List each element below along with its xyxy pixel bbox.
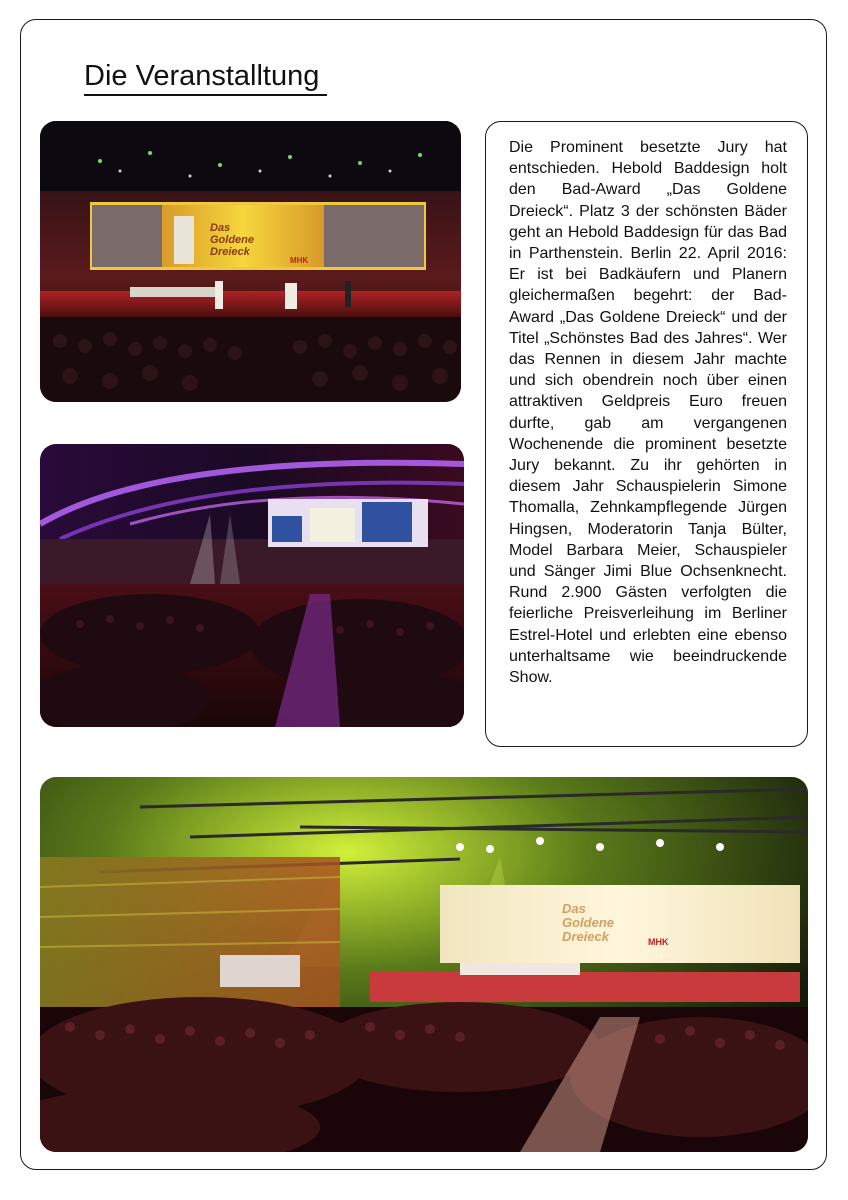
svg-text:Dreieck: Dreieck (210, 246, 250, 258)
svg-text:MHK: MHK (648, 937, 669, 947)
page-title: Die Veranstalltung (84, 58, 327, 96)
article-box (485, 121, 808, 747)
sponsor-logo-text: MHK (290, 256, 309, 265)
article-text: Die Prominent besetzte Jury hat entschieden. Hebold Baddesign holt den Bad-Award „Das Goldene Dreieck“. Platz 3 der schönsten Bäder geht an Hebold Baddesign für das Bad in Parthenstein. Berlin 22. April 2016: Er ist bei Badkäufern und Planern gleichermaßen begehrt: der Bad-Award „Das Goldene Dreieck“ und der Titel „Schönstes Bad des Jahres“. Wer das Rennen in diesem Jahr machte und sich obendrein noch über einen attraktiven Geldpreis Euro freuen durfte, gab am vergangenen Wochenende die prominent besetzte Jury bekannt. Zu ihr gehörten in diesem Jahr Schauspielerin Simone Thomalla, Zehnkampflegende Jürgen Hingsen, Moderatorin Tanja Bülter, Model Barbara Meier, Schauspieler und Sänger Jimi Blue Ochsenknecht. Rund 2.900 Gästen verfolgten die feierliche Preisverleihung im Berliner Estrel-Hotel und erlebten eine ebenso unterhaltsame wie beeindruckende Show. (509, 139, 787, 687)
svg-text:Goldene: Goldene (210, 234, 255, 246)
photo-stage-award-screen (40, 121, 461, 402)
screen-text: Das (210, 222, 231, 234)
svg-text:Dreieck: Dreieck (562, 929, 609, 944)
svg-text:Das: Das (562, 901, 586, 916)
photo-hall-purple-lights (40, 444, 464, 727)
photo-hall-wide-green-lights (40, 777, 808, 1152)
svg-text:Goldene: Goldene (562, 915, 615, 930)
